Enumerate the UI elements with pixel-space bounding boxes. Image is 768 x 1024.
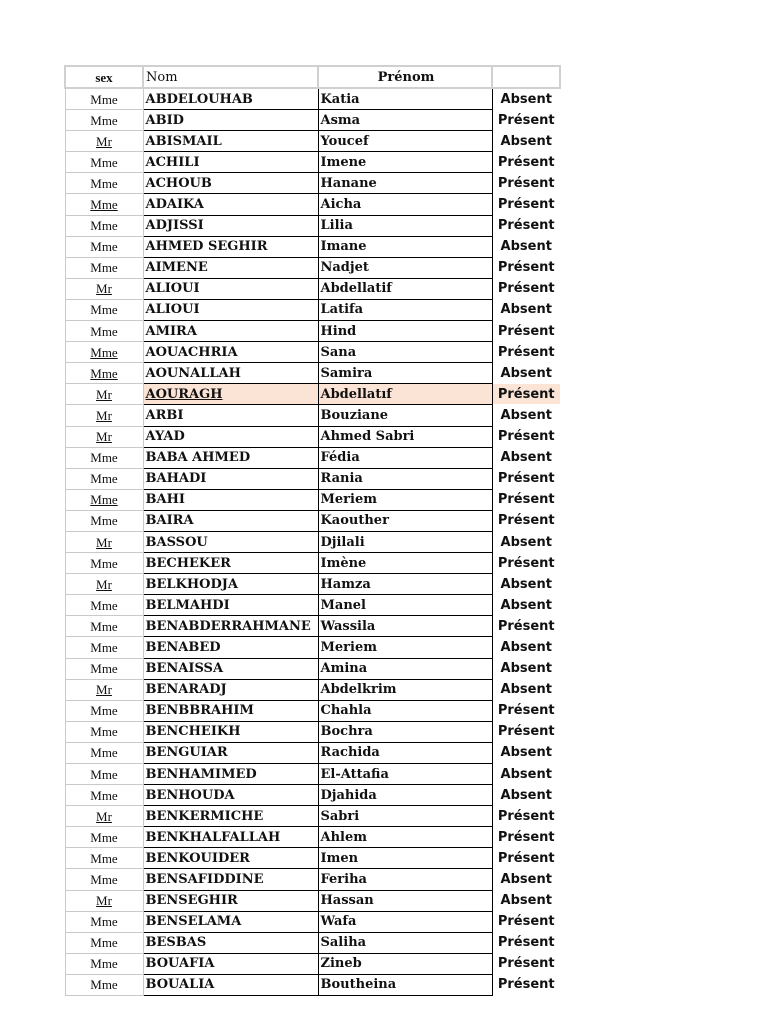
cell-nom: BABA AHMED xyxy=(143,447,318,468)
cell-sex-link[interactable]: Mr xyxy=(65,679,143,700)
cell-nom: BAHI xyxy=(143,489,318,510)
cell-nom: BECHEKER xyxy=(143,553,318,574)
header-statut xyxy=(492,66,560,88)
cell-nom: BELMAHDI xyxy=(143,595,318,616)
cell-statut: Présent xyxy=(492,974,560,995)
cell-nom: BENSAFIDDINE xyxy=(143,869,318,890)
cell-sex-link[interactable]: Mr xyxy=(65,806,143,827)
cell-prenom: Kaouther xyxy=(318,510,492,531)
cell-prenom: Meriem xyxy=(318,637,492,658)
cell-nom: AOUACHRIA xyxy=(143,342,318,363)
cell-prenom: Ahlem xyxy=(318,827,492,848)
table-row xyxy=(65,215,560,236)
table-row xyxy=(65,721,560,742)
cell-prenom: Bochra xyxy=(318,721,492,742)
table-row xyxy=(65,468,560,489)
cell-sex: Mme xyxy=(65,553,143,574)
cell-sex-link[interactable]: Mr xyxy=(65,574,143,595)
cell-prenom: Ahmed Sabri xyxy=(318,426,492,447)
table-row xyxy=(65,595,560,616)
cell-sex: Mme xyxy=(65,447,143,468)
cell-sex: Mme xyxy=(65,257,143,278)
cell-sex: Mme xyxy=(65,468,143,489)
cell-nom: BENAISSA xyxy=(143,658,318,679)
cell-sex: Mme xyxy=(65,764,143,785)
table-row xyxy=(65,848,560,869)
table-row xyxy=(65,806,560,827)
cell-sex-link[interactable]: Mr xyxy=(65,426,143,447)
cell-nom: AOUNALLAH xyxy=(143,363,318,384)
table-header xyxy=(65,66,560,88)
cell-statut: Présent xyxy=(492,321,560,342)
cell-prenom: Abdellatıf xyxy=(318,384,492,405)
table-row xyxy=(65,974,560,995)
cell-nom: AMIRA xyxy=(143,321,318,342)
table-row xyxy=(65,869,560,890)
table-row xyxy=(65,700,560,721)
cell-sex: Mme xyxy=(65,953,143,974)
cell-statut: Absent xyxy=(492,890,560,911)
cell-sex-link[interactable]: Mr xyxy=(65,890,143,911)
cell-statut: Absent xyxy=(492,131,560,152)
cell-sex-link[interactable]: Mr xyxy=(65,131,143,152)
cell-prenom: Rachida xyxy=(318,742,492,763)
cell-nom: BENCHEIKH xyxy=(143,721,318,742)
cell-sex-link[interactable]: Mme xyxy=(65,363,143,384)
cell-nom: BOUAFIA xyxy=(143,953,318,974)
cell-nom: BOUALIA xyxy=(143,974,318,995)
cell-prenom: Amina xyxy=(318,658,492,679)
table-row xyxy=(65,890,560,911)
cell-prenom: Abdellatif xyxy=(318,278,492,299)
table-row xyxy=(65,827,560,848)
cell-sex: Mme xyxy=(65,827,143,848)
table-row xyxy=(65,173,560,194)
table-row xyxy=(65,299,560,320)
cell-statut: Absent xyxy=(492,742,560,763)
cell-statut: Absent xyxy=(492,88,560,110)
cell-sex: Mme xyxy=(65,88,143,110)
cell-prenom: Imen xyxy=(318,848,492,869)
cell-sex: Mme xyxy=(65,932,143,953)
cell-statut: Présent xyxy=(492,489,560,510)
table-row xyxy=(65,342,560,363)
table-row xyxy=(65,405,560,426)
cell-nom: BELKHODJA xyxy=(143,574,318,595)
cell-prenom: Sana xyxy=(318,342,492,363)
cell-statut: Présent xyxy=(492,257,560,278)
cell-nom: ABISMAIL xyxy=(143,131,318,152)
cell-sex: Mme xyxy=(65,616,143,637)
table-row xyxy=(65,489,560,510)
cell-sex: Mme xyxy=(65,721,143,742)
cell-prenom: Saliha xyxy=(318,932,492,953)
cell-prenom: Imane xyxy=(318,236,492,257)
cell-statut: Absent xyxy=(492,595,560,616)
cell-statut: Absent xyxy=(492,764,560,785)
cell-prenom: Sabri xyxy=(318,806,492,827)
cell-statut: Absent xyxy=(492,658,560,679)
cell-prenom: Bouziane xyxy=(318,405,492,426)
cell-prenom: Djilali xyxy=(318,531,492,552)
cell-prenom: Meriem xyxy=(318,489,492,510)
table-row xyxy=(65,531,560,552)
cell-statut: Absent xyxy=(492,531,560,552)
cell-nom: ARBI xyxy=(143,405,318,426)
table-row xyxy=(65,110,560,131)
table-row xyxy=(65,616,560,637)
cell-statut: Présent xyxy=(492,342,560,363)
cell-nom: BENBBRAHIM xyxy=(143,700,318,721)
cell-sex: Mme xyxy=(65,658,143,679)
cell-nom: BENGUIAR xyxy=(143,742,318,763)
table-row xyxy=(65,953,560,974)
cell-nom: BENHOUDA xyxy=(143,785,318,806)
cell-prenom: Abdelkrim xyxy=(318,679,492,700)
cell-nom: AYAD xyxy=(143,426,318,447)
table-row xyxy=(65,447,560,468)
cell-nom: ACHILI xyxy=(143,152,318,173)
cell-nom: BENABDERRAHMANE xyxy=(143,616,318,637)
cell-statut: Absent xyxy=(492,679,560,700)
cell-sex: Mme xyxy=(65,173,143,194)
cell-prenom: El-Attafia xyxy=(318,764,492,785)
cell-sex-link[interactable]: Mr xyxy=(65,531,143,552)
cell-sex-link[interactable]: Mr xyxy=(65,384,143,405)
cell-prenom: Nadjet xyxy=(318,257,492,278)
cell-nom: BASSOU xyxy=(143,531,318,552)
header-prenom: Prénom xyxy=(318,66,492,88)
cell-nom: ABDELOUHAB xyxy=(143,88,318,110)
table-row xyxy=(65,658,560,679)
cell-nom: BENKHALFALLAH xyxy=(143,827,318,848)
cell-sex: Mme xyxy=(65,595,143,616)
cell-sex-link[interactable]: Mme xyxy=(65,194,143,215)
cell-statut: Présent xyxy=(492,468,560,489)
cell-statut: Présent xyxy=(492,806,560,827)
cell-statut: Présent xyxy=(492,384,560,405)
cell-nom: BENKOUIDER xyxy=(143,848,318,869)
cell-statut: Présent xyxy=(492,426,560,447)
cell-prenom: Zineb xyxy=(318,953,492,974)
cell-nom: AOURAGH xyxy=(143,384,318,405)
header-row xyxy=(65,66,560,88)
cell-statut: Présent xyxy=(492,194,560,215)
cell-nom: AIMENE xyxy=(143,257,318,278)
cell-statut: Présent xyxy=(492,911,560,932)
table-row xyxy=(65,574,560,595)
cell-statut: Présent xyxy=(492,110,560,131)
cell-prenom: Chahla xyxy=(318,700,492,721)
cell-nom: ACHOUB xyxy=(143,173,318,194)
cell-nom: BENHAMIMED xyxy=(143,764,318,785)
cell-prenom: Wassila xyxy=(318,616,492,637)
cell-sex: Mme xyxy=(65,911,143,932)
cell-statut: Absent xyxy=(492,299,560,320)
table-row xyxy=(65,785,560,806)
table-row xyxy=(65,152,560,173)
cell-sex: Mme xyxy=(65,510,143,531)
cell-statut: Absent xyxy=(492,363,560,384)
cell-prenom: Feriha xyxy=(318,869,492,890)
cell-statut: Présent xyxy=(492,510,560,531)
cell-sex-link[interactable]: Mme xyxy=(65,489,143,510)
cell-prenom: Katia xyxy=(318,88,492,110)
table-row xyxy=(65,679,560,700)
cell-sex: Mme xyxy=(65,869,143,890)
table-body xyxy=(65,88,560,996)
cell-sex: Mme xyxy=(65,236,143,257)
cell-sex: Mme xyxy=(65,742,143,763)
cell-statut: Absent xyxy=(492,869,560,890)
cell-sex: Mme xyxy=(65,152,143,173)
table-row xyxy=(65,637,560,658)
cell-sex: Mme xyxy=(65,299,143,320)
cell-nom: BENSELAMA xyxy=(143,911,318,932)
cell-nom: BESBAS xyxy=(143,932,318,953)
cell-nom: BENARADJ xyxy=(143,679,318,700)
table-row xyxy=(65,932,560,953)
cell-prenom: Asma xyxy=(318,110,492,131)
cell-prenom: Hanane xyxy=(318,173,492,194)
cell-statut: Présent xyxy=(492,152,560,173)
cell-prenom: Djahida xyxy=(318,785,492,806)
cell-sex: Mme xyxy=(65,785,143,806)
cell-nom: ALIOUI xyxy=(143,299,318,320)
table-row xyxy=(65,426,560,447)
cell-prenom: Hind xyxy=(318,321,492,342)
header-nom: Nom xyxy=(143,66,318,88)
cell-prenom: Wafa xyxy=(318,911,492,932)
cell-nom: BENKERMICHE xyxy=(143,806,318,827)
cell-prenom: Aicha xyxy=(318,194,492,215)
cell-prenom: Boutheina xyxy=(318,974,492,995)
table-row xyxy=(65,257,560,278)
cell-sex: Mme xyxy=(65,848,143,869)
table-row xyxy=(65,194,560,215)
cell-nom: ADAIKA xyxy=(143,194,318,215)
cell-statut: Absent xyxy=(492,236,560,257)
table-row xyxy=(65,384,560,405)
cell-statut: Présent xyxy=(492,848,560,869)
table-row xyxy=(65,236,560,257)
cell-sex: Mme xyxy=(65,700,143,721)
cell-sex: Mme xyxy=(65,321,143,342)
cell-sex-link[interactable]: Mme xyxy=(65,342,143,363)
cell-statut: Absent xyxy=(492,447,560,468)
cell-statut: Présent xyxy=(492,173,560,194)
cell-prenom: Latifa xyxy=(318,299,492,320)
cell-sex: Mme xyxy=(65,974,143,995)
table-row xyxy=(65,363,560,384)
header-sex: sex xyxy=(65,66,143,88)
cell-nom: ADJISSI xyxy=(143,215,318,236)
table-row xyxy=(65,510,560,531)
table-row xyxy=(65,553,560,574)
cell-statut: Présent xyxy=(492,932,560,953)
table-row xyxy=(65,742,560,763)
cell-statut: Absent xyxy=(492,574,560,595)
attendance-table xyxy=(64,65,561,996)
cell-statut: Présent xyxy=(492,827,560,848)
table-row xyxy=(65,911,560,932)
table-row xyxy=(65,321,560,342)
cell-prenom: Hassan xyxy=(318,890,492,911)
cell-prenom: Imène xyxy=(318,553,492,574)
cell-nom: BAHADI xyxy=(143,468,318,489)
cell-statut: Absent xyxy=(492,785,560,806)
cell-sex: Mme xyxy=(65,215,143,236)
cell-prenom: Manel xyxy=(318,595,492,616)
cell-statut: Présent xyxy=(492,616,560,637)
cell-statut: Absent xyxy=(492,637,560,658)
cell-statut: Absent xyxy=(492,405,560,426)
cell-statut: Présent xyxy=(492,953,560,974)
table-row xyxy=(65,88,560,110)
cell-sex: Mme xyxy=(65,637,143,658)
cell-statut: Présent xyxy=(492,700,560,721)
cell-prenom: Fédia xyxy=(318,447,492,468)
cell-statut: Présent xyxy=(492,553,560,574)
cell-sex-link[interactable]: Mr xyxy=(65,405,143,426)
cell-nom: ABID xyxy=(143,110,318,131)
cell-prenom: Imene xyxy=(318,152,492,173)
cell-prenom: Youcef xyxy=(318,131,492,152)
cell-nom: AHMED SEGHIR xyxy=(143,236,318,257)
cell-statut: Présent xyxy=(492,721,560,742)
cell-prenom: Hamza xyxy=(318,574,492,595)
cell-statut: Présent xyxy=(492,215,560,236)
cell-nom: BENABED xyxy=(143,637,318,658)
cell-nom: BENSEGHIR xyxy=(143,890,318,911)
cell-nom: BAIRA xyxy=(143,510,318,531)
table-row xyxy=(65,131,560,152)
cell-nom: ALIOUI xyxy=(143,278,318,299)
table-row xyxy=(65,764,560,785)
cell-statut: Présent xyxy=(492,278,560,299)
cell-sex-link[interactable]: Mr xyxy=(65,278,143,299)
cell-prenom: Samira xyxy=(318,363,492,384)
cell-prenom: Rania xyxy=(318,468,492,489)
cell-sex: Mme xyxy=(65,110,143,131)
cell-prenom: Lilia xyxy=(318,215,492,236)
table-row xyxy=(65,278,560,299)
